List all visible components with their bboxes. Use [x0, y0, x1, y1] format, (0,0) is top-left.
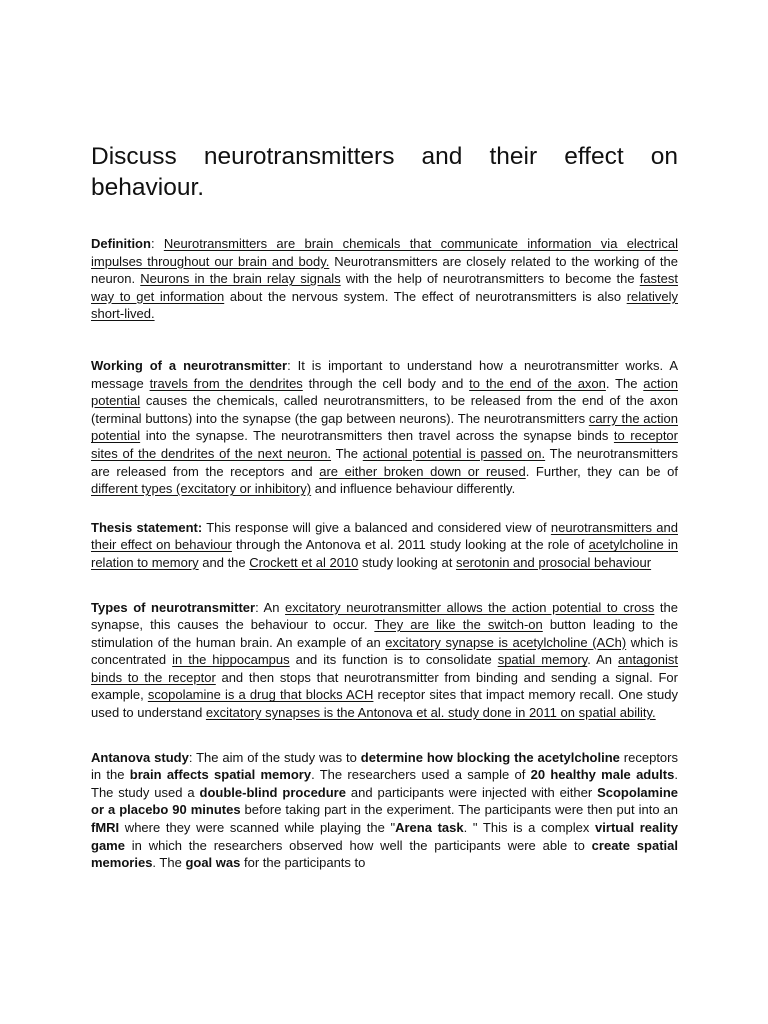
body-text: . " This is a complex — [463, 820, 596, 836]
underlined-text: acetylcholine in relation to memory — [91, 537, 678, 570]
bold-text: Definition — [91, 236, 151, 251]
underlined-text: Neurotransmitters are brain chemicals that communicate information via electrical impulses throughout our brain and body. — [91, 236, 678, 269]
underlined-text: different types (excitatory or inhibitory) — [91, 481, 312, 497]
document-title: Discuss neurotransmitters and their effect on behaviour. — [91, 143, 678, 201]
bold-text: fMRI — [91, 820, 120, 836]
body-text: for the participants to — [240, 855, 366, 871]
underlined-text: Neurons in the brain relay signals — [140, 271, 341, 287]
bold-text: Working of a neurotransmitter — [91, 357, 288, 373]
underlined-text: to the end of the axon — [469, 375, 606, 391]
body-text: the synapse, this causes the behaviour to occur. — [91, 599, 678, 633]
body-text: causes the chemicals, called neurotransmitters, to be released from the end of the axon (terminal buttons) into the synapse (the gap between neurons). The neurotransmitters — [91, 393, 678, 426]
body-text: before taking part in the experiment. The participants were then put into an — [240, 802, 678, 818]
bold-text: Thesis statement: — [91, 519, 203, 535]
body-text: : The aim of the study was to — [188, 749, 361, 765]
underlined-text: carry the action potential — [91, 410, 678, 444]
bold-text: create spatial memories — [91, 837, 678, 871]
body-text: . The researchers used a sample of — [311, 767, 531, 783]
body-text: : It is important to understand how a neurotransmitter works. A message — [91, 357, 678, 391]
bold-text: brain affects spatial memory — [129, 767, 312, 783]
underlined-text: spatial memory — [497, 652, 588, 668]
body-text: and its function is to consolidate — [289, 652, 498, 668]
paragraph-thesis-statement — [91, 519, 678, 572]
underlined-text: scopolamine is a drug that blocks ACH — [147, 687, 374, 703]
bold-text: virtual reality game — [91, 820, 679, 853]
body-text: through the cell body and — [302, 375, 470, 391]
bold-text: goal was — [185, 855, 241, 871]
body-text: Neurotransmitters are closely related to the working of the neuron. — [91, 253, 678, 287]
body-text: where they were scanned while playing the " — [119, 820, 396, 836]
body-text: and then stops that neurotransmitter from binding and sending a signal. For example, — [91, 669, 678, 703]
body-text: . Further, they can be of — [525, 463, 678, 479]
underlined-text: in the hippocampus — [172, 652, 290, 668]
body-text: in which the researchers observed how well the participants were able to — [124, 837, 592, 853]
body-text: receptor sites that impact memory recall. One study used to understand — [91, 687, 678, 721]
body-text: . The — [605, 375, 644, 391]
underlined-text: They are like the switch-on — [374, 617, 543, 633]
underlined-text: fastest way to get information — [91, 271, 679, 304]
body-text: and the — [198, 554, 250, 570]
body-text: which is concentrated — [91, 634, 678, 668]
body-text: about the nervous system. The effect of neurotransmitters is also — [224, 288, 627, 304]
bold-text: Antanova study — [91, 749, 189, 765]
paragraph-types-of-neurotransmitter — [91, 599, 678, 722]
body-text: . An — [587, 652, 618, 668]
body-text: receptors in the — [91, 749, 678, 783]
underlined-text: serotonin and prosocial behaviour — [455, 554, 652, 570]
body-text: This response will give a balanced and considered view of — [202, 519, 551, 535]
body-text: button leading to the stimulation of the human brain. An example of an — [91, 617, 678, 650]
underlined-text: actional potential is passed on. — [362, 445, 546, 461]
bold-text: 20 healthy male adults — [530, 767, 675, 783]
bold-text: Scopolamine or a placebo 90 minutes — [91, 784, 679, 818]
body-text: : — [150, 236, 164, 251]
document-page — [91, 141, 678, 872]
body-text: with the help of neurotransmitters to become the — [340, 271, 640, 287]
body-text: The — [331, 445, 363, 461]
body-text: into the synapse. The neurotransmitters then travel across the synapse binds — [140, 428, 614, 444]
bold-text: double-blind procedure — [199, 784, 346, 800]
body-text: and participants were injected with either — [345, 784, 598, 800]
body-text: : An — [255, 599, 286, 615]
paragraph-working-of-neurotransmitter — [91, 357, 678, 498]
underlined-text: excitatory neurotransmitter allows the action potential to cross — [285, 599, 655, 615]
paragraph-antanova-study — [91, 749, 678, 872]
underlined-text: action potential — [91, 375, 678, 409]
underlined-text: relatively short-lived. — [91, 288, 678, 322]
underlined-text: antagonist binds to the receptor — [91, 652, 678, 685]
bold-text: determine how blocking the acetylcholine — [360, 749, 620, 765]
paragraph-definition — [91, 235, 678, 323]
bold-text: Arena task — [395, 820, 464, 836]
underlined-text: travels from the dendrites — [149, 375, 303, 391]
body-text: . The — [152, 855, 186, 871]
body-text: The neurotransmitters are released from the receptors and — [91, 445, 679, 479]
bold-text: Types of neurotransmitter — [91, 599, 256, 615]
underlined-text: excitatory synapses is the Antonova et al. study done in 2011 on spatial ability. — [205, 705, 656, 721]
underlined-text: excitatory synapse is acetylcholine (ACh) — [385, 634, 627, 650]
underlined-text: to receptor sites of the dendrites of the next neuron. — [91, 428, 678, 461]
body-text: . The study used a — [91, 767, 678, 800]
body-text: and influence behaviour differently. — [311, 481, 516, 497]
underlined-text: are either broken down or reused — [319, 463, 526, 479]
underlined-text: Crockett et al 2010 — [249, 554, 359, 570]
body-text: study looking at — [358, 554, 456, 570]
underlined-text: neurotransmitters and their effect on behaviour — [91, 519, 678, 553]
body-text: through the Antonova et al. 2011 study looking at the role of — [231, 537, 589, 553]
